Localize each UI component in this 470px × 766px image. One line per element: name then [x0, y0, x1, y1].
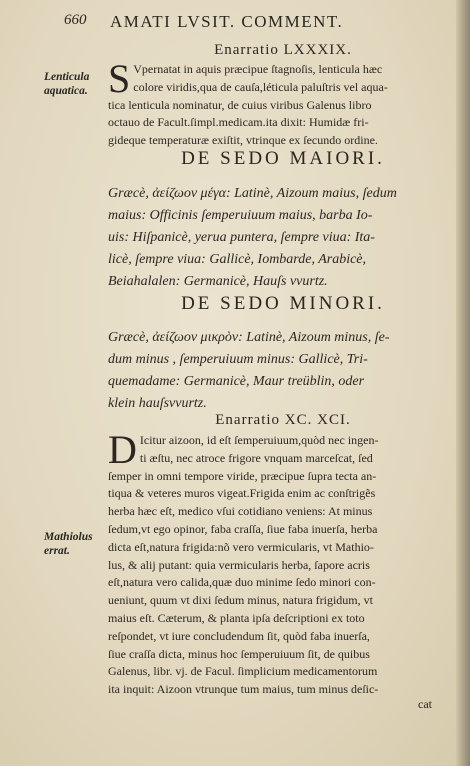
text-line: ti æſtu, nec atroce frigore vnquam marceſcat, ſed [139, 450, 373, 465]
text-line: Galenus, libr. vj. de Facul. ſimplicium medicamentorum [108, 664, 378, 679]
running-header [0, 12, 470, 34]
text-line: reſpondet, vt iure concludendum ſit, quòd faba inuerſa, [108, 628, 370, 643]
text-line: dicta eſt,natura frigida:nõ vero vermicularis, vt Mathio- [108, 539, 374, 554]
text-line: ſedum,vt ego opinor, faba craſſa, ſiue faba inuerſa, herba [108, 521, 378, 536]
drop-cap: D [108, 427, 137, 472]
text-line: tiqua & veteres muros vigeat.Frigida enim ac conſtrigẽs [108, 486, 376, 501]
margin-note-lenticula [44, 70, 106, 98]
text-line: ita inquit: Aizoon vtrunque tum maius, tum minus deſic- [108, 682, 379, 697]
synonyms-sedo-minori [108, 327, 458, 415]
text-line: uis: Hiſpanicè, yerua puntera, ſempre viua: Ita- [108, 230, 375, 245]
text-line: ueniunt, quum vt dixi ſedum minus, natura frigidum, vt [108, 593, 373, 608]
running-title: AMATI LVSIT. COMMENT. [110, 12, 344, 31]
page-number: 660 [64, 12, 87, 28]
catchword: cat [418, 697, 432, 711]
margin-note-line: Lenticula [44, 71, 90, 83]
section-title-sedo-maiori: DE SEDO MAIORI. [181, 148, 385, 169]
text-line: klein hauſsvvurtz. [108, 396, 207, 411]
text-line: gideque temperaturæ exiſtit, vtrinque ex ſecundo ordine. [108, 133, 378, 148]
margin-note-line: errat. [44, 545, 70, 557]
text-line: lus, & alij putant: quia vermicularis herba, ſapore acris [108, 557, 370, 572]
margin-note-line: aquatica. [44, 85, 88, 97]
book-gutter [456, 0, 470, 766]
text-line: Beiahalalen: Germanicè, Hauſs vvurtz. [108, 274, 328, 289]
text-line: Græcè, ἀείζωον μέγα: Latinè, Aizoum maius, ſedum [108, 186, 397, 201]
text-line: dum minus , ſemperuiuum minus: Gallicè, Tri- [108, 352, 368, 367]
synonyms-sedo-maiori [108, 183, 458, 293]
text-line: tica lenticula nominatur, de cuius viribus Galenus libro [108, 97, 372, 112]
section-title-sedo-minori: DE SEDO MINORI. [181, 293, 385, 314]
text-line: eſt,natura vero calida,quæ duo minime ſedo minori con- [108, 575, 376, 590]
paragraph-lenticula [108, 56, 458, 150]
paragraph-aizoon [108, 427, 458, 699]
text-line: herba hæc eſt, medico vſui cotidiano veniens: At minus [108, 504, 373, 519]
text-line: maius eſt. Cæterum, & planta ipſa deſcriptioni ex toto [108, 610, 365, 625]
margin-note-line: Mathiolus [44, 531, 93, 543]
text-line: colore viridis,qua de cauſa,léticula paluſtris vel aqua- [133, 79, 388, 94]
text-line: ſiue craſſa dicta, minus hoc ſemperuiuum ſit, de quibus [108, 646, 370, 661]
text-line: quemadame: Germanicè, Maur treüblin, oder [108, 374, 365, 389]
text-line: licè, ſempre viua: Gallicè, Iombarde, Arabicè, [108, 252, 367, 267]
enarratio-heading-89: Enarratio LXXXIX. [214, 42, 352, 58]
text-line: ſemper in omni tempore viride, præcipue ſupra tecta an- [108, 468, 377, 483]
enarratio-heading-90-91: Enarratio XC. XCI. [215, 412, 351, 428]
text-line: Vpernatat in aquis præcipue ſtagnoſis, lenticula hæc [133, 62, 383, 76]
drop-cap: S [108, 56, 131, 101]
text-line: Icitur aizoon, id eſt ſemperuiuum,quòd nec ingen- [139, 433, 379, 447]
text-line: octauo de Facult.ſimpl.medicam.ita dixit: Humidæ fri- [108, 115, 369, 130]
text-line: Græcè, ἀείζωον μικρὸν: Latinè, Aizoum minus, ſe- [108, 330, 390, 345]
text-line: maius: Officinis ſemperuiuum maius, barba Io- [108, 208, 373, 223]
margin-note-mathiolus [44, 530, 106, 558]
